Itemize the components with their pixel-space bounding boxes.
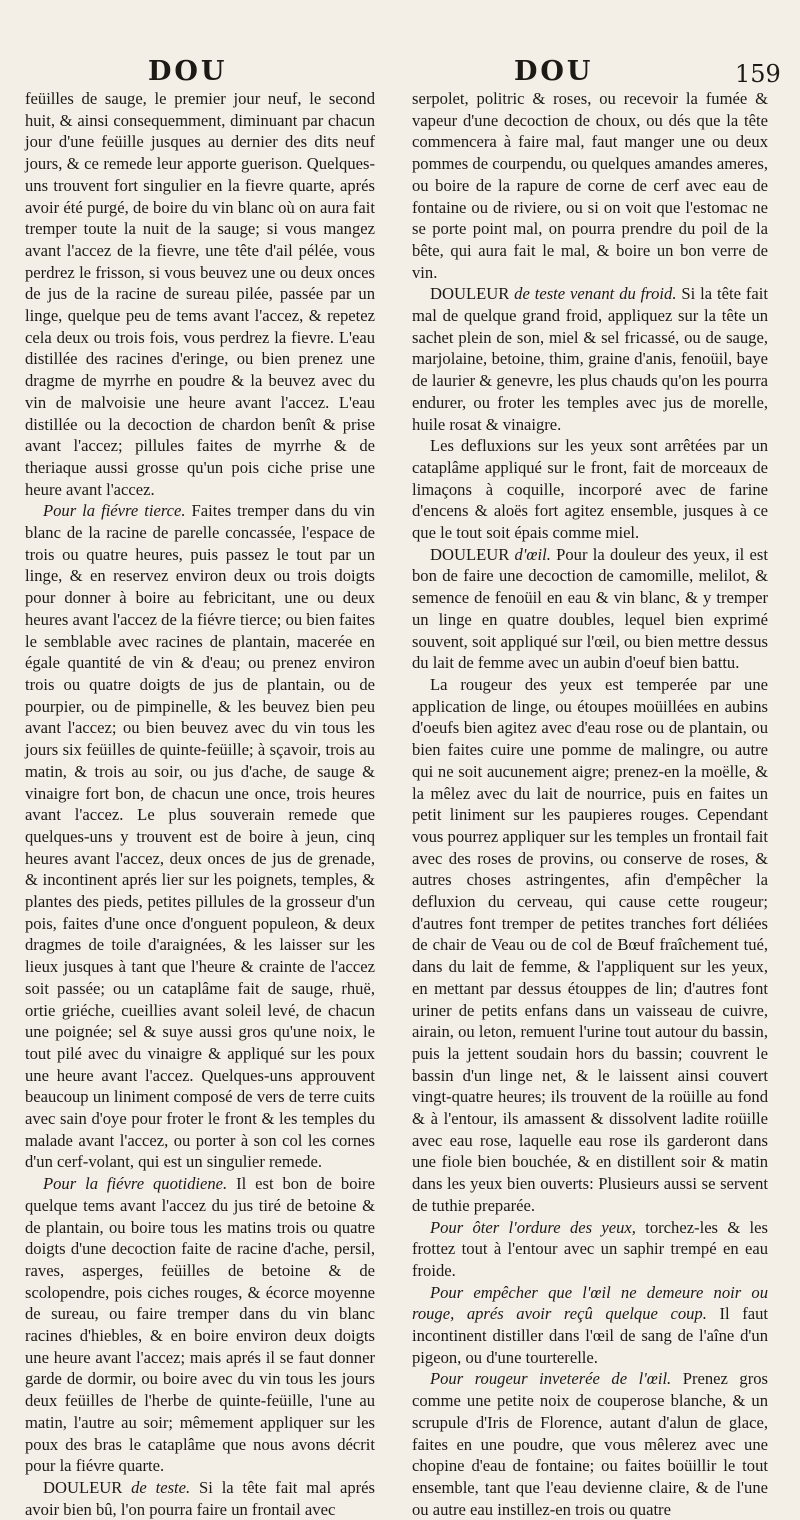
paragraph: serpolet, politric & roses, ou recevoir la fumée & vapeur d'une decoction de choux, ou dés que la tête commencera à faire mal, faut manger une ou deux pommes de courpendu, ou quelques amandes ameres, ou boire de la rapure de corne de cerf avec eau de fontaine ou de riviere, ou si on voit que l'estomac ne se porte point mal, on pourra prendre du poil de la bête, qui aura fait le mal, & boire un bon verre de vin.	[412, 89, 768, 282]
paragraph	[412, 1282, 768, 1369]
paragraph	[412, 283, 768, 435]
paragraph	[412, 1217, 768, 1282]
paragraph	[25, 1173, 375, 1477]
paragraph-heading: Pour empêcher que l'œil ne demeure noir ou rouge, aprés avoir reçû quelque coup.	[412, 1282, 768, 1324]
paragraph-heading: Pour ôter l'ordure des yeux,	[430, 1217, 636, 1237]
paragraph-body: Il faut incontinent distiller dans l'œil de sang de l'aîne d'un pigeon, ou d'une tourterelle.	[412, 1304, 768, 1367]
paragraph-body: Il est bon de boire quelque tems avant l'accez du jus tiré de betoine & de plantain, ou boire tous les matins trois ou quatre doigts d'une decoction faite de racine d'ache, persil, raves, asperges, feüilles de betoine & de scolopendre, pois ciches rouges, & écorce moyenne de sureau, ou faire tremper dans du vin blanc racines d'hiebles, & en boire environ deux doigts une heure avant l'accez; mais aprés il se faut donner garde de dormir, ou boire avec du vin tous les jours deux feüilles de l'herbe de quinte-feüille, l'une au matin, l'autre au soir; mêmement appliquer sur les poux des bras le cataplâme que nous avons décrit pour la fiévre quarte.	[25, 1174, 375, 1476]
paragraph	[25, 1477, 375, 1520]
paragraph: feüilles de sauge, le premier jour neuf, le second huit, & ainsi consequemment, diminuant par chacun jour d'une feüille jusques au dernier des dits neuf jours, & ce remede leur apporte guerison. Quelques-uns trouvent fort singulier en la fievre quarte, aprés avoir été purgé, de boire du vin blanc où on aura fait tremper toute la nuit de la sauge; si vous mangez avant l'accez de la fievre, une tête d'ail pélée, vous perdrez le frisson, si vous beuvez une ou deux onces de jus de la racine de sureau pilée, passée par un linge, quelque peu de tems avant l'accez, & repetez cela deux ou trois fois, vous perdrez la fievre. L'eau distillée des racines d'eringe, ou bien prenez une dragme de myrrhe en poudre & la beuvez avec du vin de malvoisie une heure avant l'accez. L'eau distillée ou la decoction de chardon benît & prise avant l'accez; pillules faites de myrrhe & de theriaque aussi grosse qu'un pois ciche prise une heure avant l'accez.	[25, 89, 375, 499]
paragraph	[25, 500, 375, 1173]
paragraph-body: Si la tête fait mal aprés avoir bien bû, l'on pourra faire un frontail avec	[25, 1478, 375, 1519]
paragraph-body: Prenez gros comme une petite noix de couperose blanche, & un scrupule d'Iris de Florence, autant d'alun de glace, faites en une poudre, que vous mêlerez avec une chopine d'eau de fontaine; ou faites boüillir le tout ensemble, tant que l'eau devienne claire, & de l'une ou autre eau instillez-en trois ou quatre	[412, 1369, 768, 1519]
paragraph: Les defluxions sur les yeux sont arrêtées par un cataplâme appliqué sur le front, fait de morceaux de limaçons à coquille, incorporé avec de farine d'encens & aloës fort agitez ensemble, jusques à ce que le tout soit épais comme miel.	[412, 436, 768, 543]
left-column	[25, 88, 375, 1520]
right-column	[412, 88, 768, 1520]
paragraph-heading: Pour la fiévre quotidiene.	[43, 1174, 228, 1194]
paragraph	[412, 544, 768, 674]
paragraph-body: Faites tremper dans du vin blanc de la racine de parelle concassée, l'espace de trois ou quatre heures, puis passez le tout par un linge, & en reservez environ deux ou trois doigts pour donner à boire au febricitant, une ou deux heures avant l'accez de la fiévre tierce; ou bien faites le semblable avec racines de plantain, macerée en égale quantité de vin & d'eau; ou prenez environ trois ou quatre doigts de jus de plantain, ou de pourpier, ou de pimpinelle, & les beuvez bien peu avant l'accez; ou bien beuvez avec du vin tous les jours six feüilles de quinte-feüille; à sçavoir, trois au matin, & trois au soir, ou jus d'ache, de sauge & vinaigre fort bon, de chacun une once, trois heures avant l'accez. Le plus souverain remede que quelques-uns y trouvent est de boire à jeun, cinq heures avant l'accez, deux onces de jus de grenade, & incontinent aprés lier sur les poignets, temples, & plantes des pieds, petites pillules de la grosseur d'un pois, faites d'une once d'onguent populeon, & deux dragmes de toile d'araignées, & les laisser sur les lieux jusques à tant que l'heure & crainte de l'accez soit passée; ou un cataplâme fait de sauge, rhuë, ortie griéche, cueillies avant soleil levé, de chacun une poignée; sel & suye aussi gros qu'une noix, le tout pilé avec du vinaigre & appliqué sur les poux une heure avant l'accez. Quelques-uns approuvent beaucoup un liniment composé de vers de terre cuits avec sain d'oye pour froter le front & les temples du malade avant l'accez, ou porter à son col les cornes d'un cerf-volant, qui est un singulier remede.	[25, 501, 375, 1172]
running-head-left: DOU	[148, 56, 228, 87]
paragraph-heading: Pour rougeur inveterée de l'œil.	[430, 1369, 672, 1389]
entry-subheading: d'œil.	[509, 544, 551, 564]
paragraph-body: Pour la douleur des yeux, il est bon de faire une decoction de camomille, melilot, & semence de fenoüil en eau & vin blanc, & y tremper un linge en quatre doubles, lequel bien exprimé souvent, soit appliqué sur l'œil, ou bien mettre dessus du lait de femme avec un aubin d'oeuf bien battu.	[412, 544, 768, 673]
page-number: 159	[735, 60, 781, 88]
running-head-right: DOU	[514, 56, 594, 87]
paragraph-body: torchez-les & les frottez tout à l'entour avec un saphir trempé en eau froide.	[412, 1217, 768, 1280]
paragraph: La rougeur des yeux est temperée par une application de linge, ou étoupes moüillées en aubins d'oeufs bien agitez avec d'eau rose ou de plantain, ou bien faites cuire une pomme de malingre, ou autre qui ne soit aucunement aigre; prenez-en la moëlle, & la mêlez avec du lait de nourrice, puis en faites un petit liniment sur les paupieres rouges. Cependant vous pourrez appliquer sur les temples un frontail fait avec des roses de provins, ou conserve de roses, & autres choses astringentes, afin d'empêcher la defluxion du cerveau, qui cause cette rougeur; d'autres font tremper de petites tranches fort déliées de chair de Veau ou de col de Bœuf fraîchement tué, dans du lait de femme, & l'appliquent sur les yeux, en mettant par dessus étouppes de lin; d'autres font uriner de petits enfans dans un vaisseau de cuivre, airain, ou leton, remuent l'urine tout autour du bassin, puis la jettent soudain hors du bassin; couvrent le bassin d'un linge net, & le laissent ainsi couvert vingt-quatre heures; ils trouvent de la roüille au fond & à l'entour, ils amassent & dissolvent ladite roüille avec eau rose, laquelle eau rose ils garderont dans une fiole bien bouchée, & en distillent soir & matin dans les yeux bien ouverts: Plusieurs aussi se servent de tuthie preparée.	[412, 674, 768, 1215]
paragraph	[412, 1368, 768, 1520]
paragraph-heading: Pour la fiévre tierce.	[43, 501, 186, 521]
entry-subheading: de teste.	[122, 1478, 191, 1497]
entry-subheading: de teste venant du froid.	[509, 284, 677, 304]
paragraph-body: Si la tête fait mal de quelque grand froid, appliquez sur la tête un sachet plein de son, miel & sel fricassé, ou de sauge, marjolaine, betoine, thim, graine d'anis, fenoüil, baye de laurier & genevre, les plus chauds qu'on les pourra endurer, ou froter les temples avec jus de morelle, huile rosat & vinaigre.	[412, 284, 768, 434]
entry-heading: DOULEUR	[43, 1478, 123, 1497]
entry-heading: DOULEUR	[430, 284, 510, 304]
entry-heading: DOULEUR	[430, 544, 510, 564]
